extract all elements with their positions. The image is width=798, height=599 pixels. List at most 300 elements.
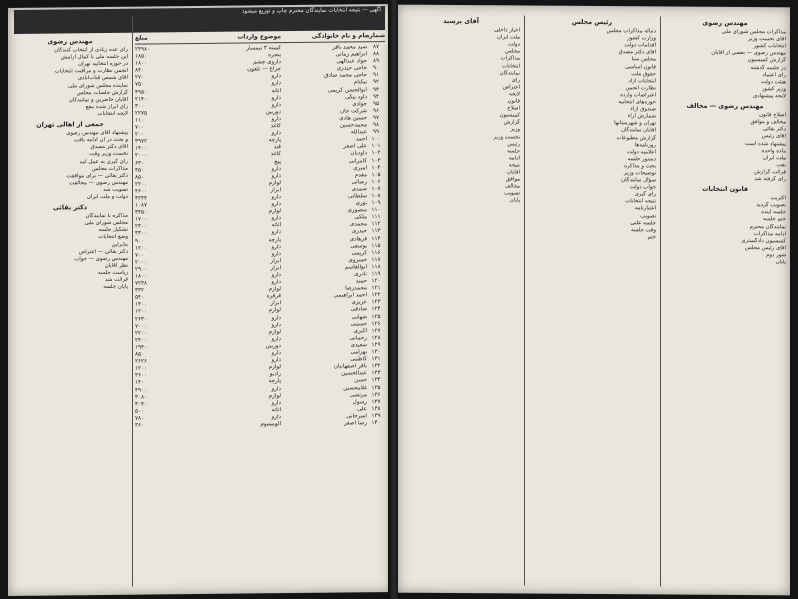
text-line: مذاکرات مجلس (91, 165, 128, 172)
text-line: ادامه مذاکرات (753, 230, 786, 237)
text-line: آقایان حاضرین و نمایندگان (68, 96, 128, 104)
row-name: کامرانی (348, 157, 367, 164)
row-num: ۱۱۷ (371, 256, 381, 264)
row-value: ۸۵۰ (135, 351, 145, 358)
left-middle-column (12, 35, 128, 588)
row-item: پارچه (268, 378, 281, 385)
text-line: گزارش کمیسیون (747, 57, 786, 64)
row-name: حاجی محمد صادق (324, 72, 367, 80)
text-line: اکثریت (770, 195, 786, 202)
row-num: ۱۰۰ (371, 136, 381, 143)
text-line: ختم جلسه (762, 216, 786, 223)
row-item: لوازم (268, 328, 281, 336)
row-name: صمدی (351, 186, 367, 193)
row-num: ۱۱۰ (371, 207, 381, 214)
text-line: پیشنهاد آقای مهندس رضوی (66, 129, 128, 137)
row-item: دارو (271, 250, 281, 257)
row-value: ۱۴۰۰ (135, 145, 148, 152)
row-name: جوادی (352, 100, 367, 108)
row-num: ۱۳۴ (371, 377, 381, 384)
row-name: صادقی (350, 306, 367, 313)
row-value: ۳۳۰۰ (135, 230, 148, 238)
row-value: ۳۳۲ (135, 287, 145, 294)
row-item: قند (273, 144, 281, 151)
text-line: رای عده زیادی از انتخاب کنندگان (54, 46, 128, 54)
text-line: گزارش جلسات مجلس (76, 89, 128, 96)
text-line: موافق (505, 176, 520, 183)
row-value: ۳۶۰۰ (135, 372, 148, 379)
row-num: ۱۲۶ (371, 320, 381, 327)
row-name: علی (357, 406, 367, 413)
row-item: دارو (271, 194, 281, 201)
text-line: پایان جلسه (103, 283, 128, 291)
text-line: در حوزه انتخابیه تهران (78, 61, 128, 68)
row-name: نوری (355, 200, 367, 207)
row-value: ۲۶۲۶ (135, 358, 148, 365)
text-line: بحث و مذاکره (624, 163, 656, 170)
text-line: شمارش آراء (627, 113, 656, 120)
row-num: ۱۳۷ (371, 398, 381, 405)
row-num: ۱۳۹ (371, 412, 381, 420)
row-num: ۱۱۴ (371, 235, 381, 242)
row-item: ابزار (270, 300, 281, 307)
row-item: دارو (271, 201, 281, 208)
text-line: آقایان نمایندگان (621, 127, 656, 134)
row-num: ۱۳۸ (371, 405, 381, 412)
row-name: منصوری (347, 207, 367, 214)
text-line: مذاکرات مجلس شورای ملی (721, 28, 786, 36)
row-item: دارو (271, 101, 281, 108)
row-num: ۹۹ (372, 129, 379, 136)
text-line: کمیسیون دادگستری (741, 237, 786, 245)
text-line: وزیر کشور (761, 86, 786, 93)
row-item: دارو (271, 321, 281, 328)
table-row (135, 420, 385, 430)
row-name: شرکت جان (340, 108, 367, 115)
row-item: لوازم (268, 286, 281, 293)
row-item: ابزار (270, 187, 281, 194)
text-line: مهندس رضوی — بعضی از آقایان (711, 50, 786, 57)
row-item: رادیو (269, 371, 281, 378)
text-line: ادامه (508, 155, 520, 162)
text-line: آقایان (507, 169, 520, 176)
row-num: ۹۶ (372, 107, 379, 115)
row-value: ۱۸۵۰ (135, 53, 148, 60)
row-item: اثاثه (271, 406, 281, 414)
row-value: ۴۹۰۰ (135, 387, 148, 394)
text-line: جلسه آینده (761, 209, 786, 216)
row-num: ۱۲۲ (371, 292, 381, 299)
row-value: ۱۲۰۰ (135, 365, 148, 372)
text-line: لایحه (509, 91, 520, 98)
row-num: ۱۲۸ (371, 334, 381, 342)
row-item: اثاثه (271, 222, 281, 229)
text-line: نخست وزیر وقت (89, 151, 128, 158)
row-value: ۹۰۰ (135, 238, 145, 245)
text-line: شور دوم (766, 252, 786, 259)
row-name: محمدحسین (339, 122, 367, 129)
row-item: اثاثه (271, 87, 281, 94)
row-num: ۱۴۰ (371, 420, 381, 427)
row-item: داروی چشم (253, 59, 281, 66)
column-rule (132, 17, 133, 587)
text-line: نخست وزیر (493, 133, 520, 140)
row-num: ۱۲۵ (371, 313, 381, 320)
row-value: ۷۰۰ (135, 124, 145, 131)
column-rule (660, 16, 661, 586)
text-line: صندوق آراء (630, 106, 656, 113)
text-line: نفت (776, 162, 786, 169)
row-name: عبدالحسین (341, 370, 367, 377)
text-line: قانون (507, 98, 520, 105)
header-num: شماره (365, 32, 385, 40)
text-line: رای گرفته شد (754, 176, 786, 183)
text-line: اصلاح قانون (759, 112, 786, 119)
row-name: نیکنام (353, 79, 367, 86)
left-banner (14, 6, 385, 34)
right-column-c (402, 15, 520, 586)
row-name: حسینی (350, 320, 367, 328)
row-num: ۱۰۷ (371, 185, 381, 193)
text-line: اعتبارنامه (634, 205, 656, 212)
row-name: یوسفی (350, 242, 367, 250)
text-line: دکتر بقائی — اعتراض (78, 248, 128, 255)
row-num: ۱۳۳ (371, 370, 381, 377)
text-line: کمیسیون (499, 112, 520, 119)
text-line: تهران و شهرستانها (614, 120, 656, 127)
row-num: ۹۸ (372, 122, 379, 129)
row-item: دارو (271, 165, 281, 172)
row-name: عزیزی (351, 299, 367, 306)
text-line: در جلسه گذشته (750, 64, 786, 71)
row-value: ۱۰۸۷ (135, 202, 148, 209)
row-value: ۳۴۵۰ (135, 209, 148, 216)
row-item: پارچه (268, 236, 281, 243)
row-name: خسروی (348, 257, 367, 264)
row-num: ۱۰۵ (371, 171, 381, 178)
row-item: دارو (271, 272, 281, 279)
row-name: رضائی (351, 179, 367, 186)
text-line: توضیحات وزیر (623, 170, 656, 177)
row-item: دوربین (265, 108, 281, 116)
row-value: ۲۰۰۰ (135, 259, 148, 266)
row-num: ۱۰۹ (371, 200, 381, 207)
text-line: آقای رئیس (761, 133, 786, 140)
row-name: عبدالله (350, 129, 367, 136)
row-value: ۱۴۰ (135, 379, 145, 387)
column-subheading: قانون انتخابات (701, 184, 749, 194)
row-num: ۱۱۲ (371, 221, 381, 228)
text-line: مهندس رضوی — جواب (74, 255, 128, 263)
right-column-b (528, 16, 656, 587)
row-value: ۷۰۰ (135, 252, 145, 259)
row-name: مقدم (354, 171, 367, 179)
row-value: ۲۰۰۰ (135, 152, 148, 160)
row-num: ۱۳۰ (371, 349, 381, 356)
row-num: ۱۳۵ (371, 384, 381, 391)
row-item: ابزار (270, 257, 281, 265)
text-line: بنابراین (111, 241, 128, 248)
text-line: نظارت انجمن (625, 85, 656, 92)
text-line: رای اعتماد (762, 71, 786, 78)
column-subheading: دکتر بقائی (52, 203, 88, 212)
row-num: ۱۱۹ (371, 271, 381, 278)
text-line: وزیر (510, 126, 520, 133)
row-item: قرقره (266, 293, 281, 300)
row-num: ۱۱۶ (371, 249, 381, 256)
column-rule (524, 16, 525, 586)
row-name: ملکی (354, 214, 367, 221)
row-value: ۱۷۰۰ (135, 216, 148, 223)
row-value: ۲۲۰۰ (135, 330, 148, 337)
text-line: آقای رئیس مجلس (745, 244, 786, 252)
text-line: انتخابات کشور (753, 43, 786, 50)
row-num: ۹۵ (372, 100, 379, 107)
row-value: ۴۶۰۰ (135, 188, 148, 195)
row-item: دارو (271, 399, 281, 406)
row-name: محمدرضا (345, 285, 367, 292)
text-line: نمایندگان (499, 69, 520, 77)
row-name: حسین هادی (339, 115, 367, 122)
row-name: رسول (352, 398, 367, 406)
left-banner-text: آگهی — نتیجه انتخابات نمایندگان محترم چاپ و توزیع میشود (241, 7, 381, 15)
text-line: ماده واحده (761, 147, 786, 154)
row-value: ۲۲۷۵ (135, 110, 148, 117)
row-value: ۷۰۰۰ (135, 323, 148, 330)
row-num: ۱۰۱ (371, 143, 381, 150)
row-item: دارو (271, 73, 281, 80)
row-name: امیرخانی (346, 413, 367, 420)
row-name: فرهادی (349, 235, 367, 242)
row-value: ۳۰۴۰ (135, 401, 148, 408)
row-value: ۳۶۰ (135, 422, 145, 429)
right-page (398, 5, 790, 596)
row-name: سعیدی (350, 342, 367, 349)
row-item: دارو (271, 385, 281, 392)
row-item: دارو (271, 414, 281, 421)
text-line: آقای نخست وزیر (747, 36, 786, 43)
row-item: دارو (271, 357, 281, 364)
row-num: ۹۲ (372, 79, 379, 86)
text-line: اصلاح (507, 105, 520, 112)
row-name: ابراهیم زمانی (335, 51, 367, 58)
row-num: ۱۱۸ (371, 264, 381, 271)
row-num: ۱۰۴ (371, 164, 381, 171)
text-line: وضع انتخابات (98, 234, 128, 241)
column-heading: رئیس مجلس (571, 17, 613, 27)
row-item: کمیته ۳ تیمسار (246, 45, 281, 52)
text-line: گزارش (503, 119, 520, 126)
row-num: ۱۰۲ (371, 150, 381, 157)
text-line: این جلسه ملی با کمال آرامش (60, 53, 128, 61)
text-line: دنباله مذاکرات مجلس (606, 28, 656, 35)
right-column-a (664, 16, 786, 587)
text-line: انتخابات (502, 62, 520, 70)
row-value: ۱۲۰۰ (135, 245, 148, 252)
text-line: آقای شمس قنات‌آبادی (77, 75, 128, 82)
row-name: کریمی (351, 249, 367, 257)
text-line: اعتراض (502, 84, 520, 91)
row-name: سلطانی (347, 193, 367, 200)
text-line: تصویب گردید (756, 202, 786, 209)
row-name: ابوالقاسم (344, 264, 367, 271)
row-item: لوازم (268, 392, 281, 399)
row-name: علی اصغر (343, 143, 367, 150)
text-line: حوزه‌های انتخابیه (618, 99, 656, 106)
row-name: مرتضی (349, 391, 367, 399)
row-item: چراغ — تلفون (247, 66, 281, 73)
text-line: ختم (647, 234, 656, 241)
row-item: دارو (271, 314, 281, 321)
row-item: دارو (271, 94, 281, 101)
column-heading: مهندس رضوی (702, 18, 748, 28)
row-value: ۶۳۰ (135, 160, 145, 167)
row-num: ۹۷ (372, 115, 379, 122)
row-num: ۱۲۳ (371, 299, 381, 306)
row-num: ۱۱۳ (371, 228, 381, 235)
row-value: ۲۰۰ (135, 131, 145, 138)
row-item: دارو (271, 350, 281, 357)
row-num: ۱۳۲ (371, 363, 381, 370)
row-name: حمید (355, 278, 367, 285)
text-line: رئیس (507, 140, 520, 148)
row-num: ۱۲۹ (371, 342, 381, 349)
row-item: لوازم (268, 179, 281, 187)
row-item: دارو (271, 229, 281, 236)
row-num: ۱۰۶ (371, 178, 381, 185)
text-line: و بحث در آن ادامه یافت (73, 136, 128, 144)
text-line: مخالف و موافق (750, 119, 786, 126)
row-name: رضا اصغر (343, 420, 367, 427)
text-line: تصویب (504, 190, 520, 197)
row-value: ۲۴۰۰ (135, 337, 148, 344)
text-line: وزارت کشور (627, 35, 656, 42)
text-line: اعلامیه دولت (627, 148, 656, 156)
row-value: ۳۹۷۲ (135, 138, 148, 145)
text-line: لایحه انتخابات (97, 110, 128, 118)
row-name: باقر اصفهانیان (333, 363, 367, 370)
text-line: تصویب شد (103, 186, 128, 193)
row-item: لوازم (268, 364, 281, 371)
text-line: پایان (775, 259, 786, 266)
text-line: جلسه (507, 148, 520, 155)
text-line: دکتر بقائی (762, 126, 786, 133)
row-value: ۳۰۸۰ (135, 394, 148, 401)
column-heading: آقای پرسید (443, 16, 479, 26)
row-value: ۱۱۰ (135, 117, 145, 124)
row-item: آلومینیوم (260, 421, 281, 428)
row-name: حاجی حیدری (336, 65, 367, 72)
row-value: ۲۹۰۰ (135, 266, 148, 273)
text-line: مجلس (504, 48, 520, 55)
header-name: نام و نام خانوادگی (311, 32, 367, 40)
row-name: سید محمد باقر (332, 44, 367, 51)
row-num: ۱۲۰ (371, 278, 381, 285)
text-line: وقت جلسه (630, 226, 656, 234)
text-line: مذاکره با نمایندگان (85, 212, 128, 220)
row-value: ۲۷۰ (135, 74, 145, 82)
row-name: داودیان (350, 150, 367, 157)
text-line: اعتراضات وارده (620, 92, 656, 99)
row-value: ۱۹۴۰ (135, 344, 148, 351)
row-value: ۱۸۰۰ (135, 273, 148, 280)
left-page (8, 4, 391, 596)
row-num: ۹۳ (372, 86, 379, 93)
text-line: پایان (509, 197, 520, 204)
row-item: پارچه (268, 137, 281, 144)
row-num: ۹۰ (372, 65, 379, 72)
import-table (135, 32, 385, 587)
text-line: رای گیری به عمل آمد (79, 158, 128, 165)
text-line: رای ابراز شده بنفع (85, 103, 128, 111)
text-line: قرائت گزارش (754, 168, 786, 176)
row-item: پیچ (274, 158, 281, 165)
row-num: ۱۲۴ (371, 306, 381, 313)
row-item: دارو (271, 80, 281, 87)
row-value: ۱۴۰۰ (135, 301, 148, 309)
row-num: ۱۲۷ (371, 327, 381, 334)
column-heading: مهندس رضوی (47, 37, 93, 46)
text-line: دکتر بقائی — برای موافقت (66, 172, 128, 180)
row-item: دارو (271, 215, 281, 222)
text-line: تشکیل جلسه (98, 227, 128, 234)
row-value: ۷۵۰ (135, 82, 145, 89)
row-item: دارو (271, 243, 281, 250)
text-line: نتیجه (508, 162, 520, 169)
text-line: رأی گیری (634, 191, 656, 198)
text-line: قانون اساسی (625, 63, 656, 70)
text-line: جواب دولت (629, 184, 656, 191)
row-value: ۲۲۰۰ (135, 181, 148, 188)
row-item: ابزار (270, 265, 281, 272)
row-item: دارو (271, 335, 281, 343)
text-line: آقای دکتر مصدق (618, 49, 656, 56)
text-line: پیشنهاد شده است (745, 140, 786, 147)
row-num: ۸۹ (372, 58, 379, 65)
text-line: رای (511, 77, 520, 84)
row-num: ۱۰۳ (371, 157, 381, 164)
row-num: ۱۱۱ (371, 214, 381, 221)
row-num: ۱۳۱ (371, 356, 381, 363)
row-item: پنجره (268, 52, 281, 59)
text-line: نظر آقایان (104, 262, 128, 269)
row-item: دارو (271, 130, 281, 137)
row-name: حیدری (351, 228, 367, 235)
row-value: ۴۹۵۰ (135, 89, 148, 96)
row-name: جواد عبدالهی (336, 58, 367, 65)
text-line: جلسه علنی (630, 219, 656, 227)
row-value: ۷۸۰ (135, 415, 145, 422)
text-line: گزارش مطبوعات (616, 134, 656, 141)
text-line: انجمن نظارت و مراقبت انتخابات (54, 68, 128, 75)
text-line: مخالف (504, 183, 520, 190)
text-line: دولت و ملت ایران (86, 193, 128, 201)
row-value: ۲۴۹۸۰ (135, 46, 151, 53)
text-line: ملت ایران (762, 154, 786, 162)
row-value: ۲۳۰۰ (135, 223, 148, 231)
row-item: لوازم (268, 208, 281, 215)
row-value: ۲۱۴۰ (135, 96, 148, 103)
text-line: نمایندگان محترم (749, 223, 786, 230)
text-line: قرائت شد (105, 276, 128, 283)
row-name: محمدی (349, 221, 367, 228)
text-line: انتخابات آزاد (628, 77, 656, 85)
text-line: مذاکرات (500, 55, 520, 62)
row-num: ۱۲۱ (371, 285, 381, 292)
column-subheading: جمعی از اهالی تهران (36, 120, 104, 129)
row-name: رحمانی (349, 335, 367, 342)
row-num: ۸۷ (372, 44, 379, 51)
